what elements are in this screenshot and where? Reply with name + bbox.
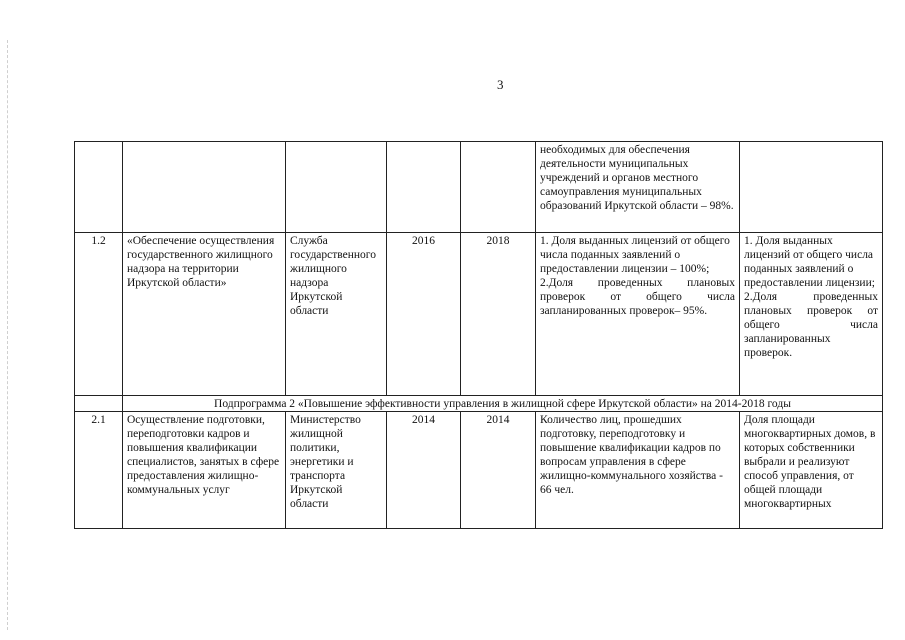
- indicator-1: 1. Доля выданных лицензий от общего числа поданных заявлений о предоставлении лицензии – 100%;: [540, 235, 730, 275]
- cell-num: [75, 396, 123, 412]
- program-table: [74, 141, 883, 529]
- cell-name: «Обеспечение осуществления государственного жилищного надзора на территории Иркутской области»: [123, 233, 286, 396]
- cell-num: [75, 142, 123, 233]
- cell-executor: [286, 142, 387, 233]
- page-margin-line: [7, 40, 8, 630]
- cell-executor: Служба государственного жилищного надзора Иркутской области: [286, 233, 387, 396]
- cell-num: 1.2: [75, 233, 123, 396]
- cell-indicators: необходимых для обеспечения деятельности муниципальных учреждений и органов местного самоуправления муниципальных образований Иркутской области – 98%.: [536, 142, 740, 233]
- cell-end-year: 2014: [461, 412, 536, 529]
- cell-name: [123, 142, 286, 233]
- cell-indicators: [536, 233, 740, 396]
- cell-end-year: 2018: [461, 233, 536, 396]
- page-number: 3: [497, 77, 504, 92]
- cell-num: 2.1: [75, 412, 123, 529]
- cell-start-year: 2014: [387, 412, 461, 529]
- target-2: 2.Доля проведенных плановых проверок от общего числа запланированных проверок.: [744, 291, 878, 359]
- cell-executor: Министерство жилищной политики, энергетики и транспорта Иркутской области: [286, 412, 387, 529]
- table-row-subprogram-2: [75, 396, 883, 412]
- cell-targets: Доля площади многоквартирных домов, в которых собственники выбрали и реализуют способ управления, от общей площади многоквартирных: [740, 412, 883, 529]
- table-row-2-1: [75, 412, 883, 529]
- cell-name: Осуществление подготовки, переподготовки кадров и повышения квалификации специалистов, занятых в сфере предоставления жилищно-коммунальных услуг: [123, 412, 286, 529]
- indicator-2: 2.Доля проведенных плановых проверок от общего числа запланированных проверок– 95%.: [540, 277, 735, 317]
- target-1: 1. Доля выданных лицензий от общего числа поданных заявлений о предоставлении лицензии;: [744, 235, 875, 289]
- cell-indicators: Количество лиц, прошедших подготовку, переподготовку и повышение квалификации кадров по вопросам управления в сфере жилищно-коммунального хозяйства - 66 чел.: [536, 412, 740, 529]
- subprogram-title: Подпрограмма 2 «Повышение эффективности управления в жилищной сфере Иркутской области» на 2014-2018 годы: [123, 396, 883, 412]
- cell-end-year: [461, 142, 536, 233]
- table-row-continuation: [75, 142, 883, 233]
- cell-targets: [740, 233, 883, 396]
- cell-start-year: [387, 142, 461, 233]
- cell-targets: [740, 142, 883, 233]
- cell-start-year: 2016: [387, 233, 461, 396]
- table-row-1-2: [75, 233, 883, 396]
